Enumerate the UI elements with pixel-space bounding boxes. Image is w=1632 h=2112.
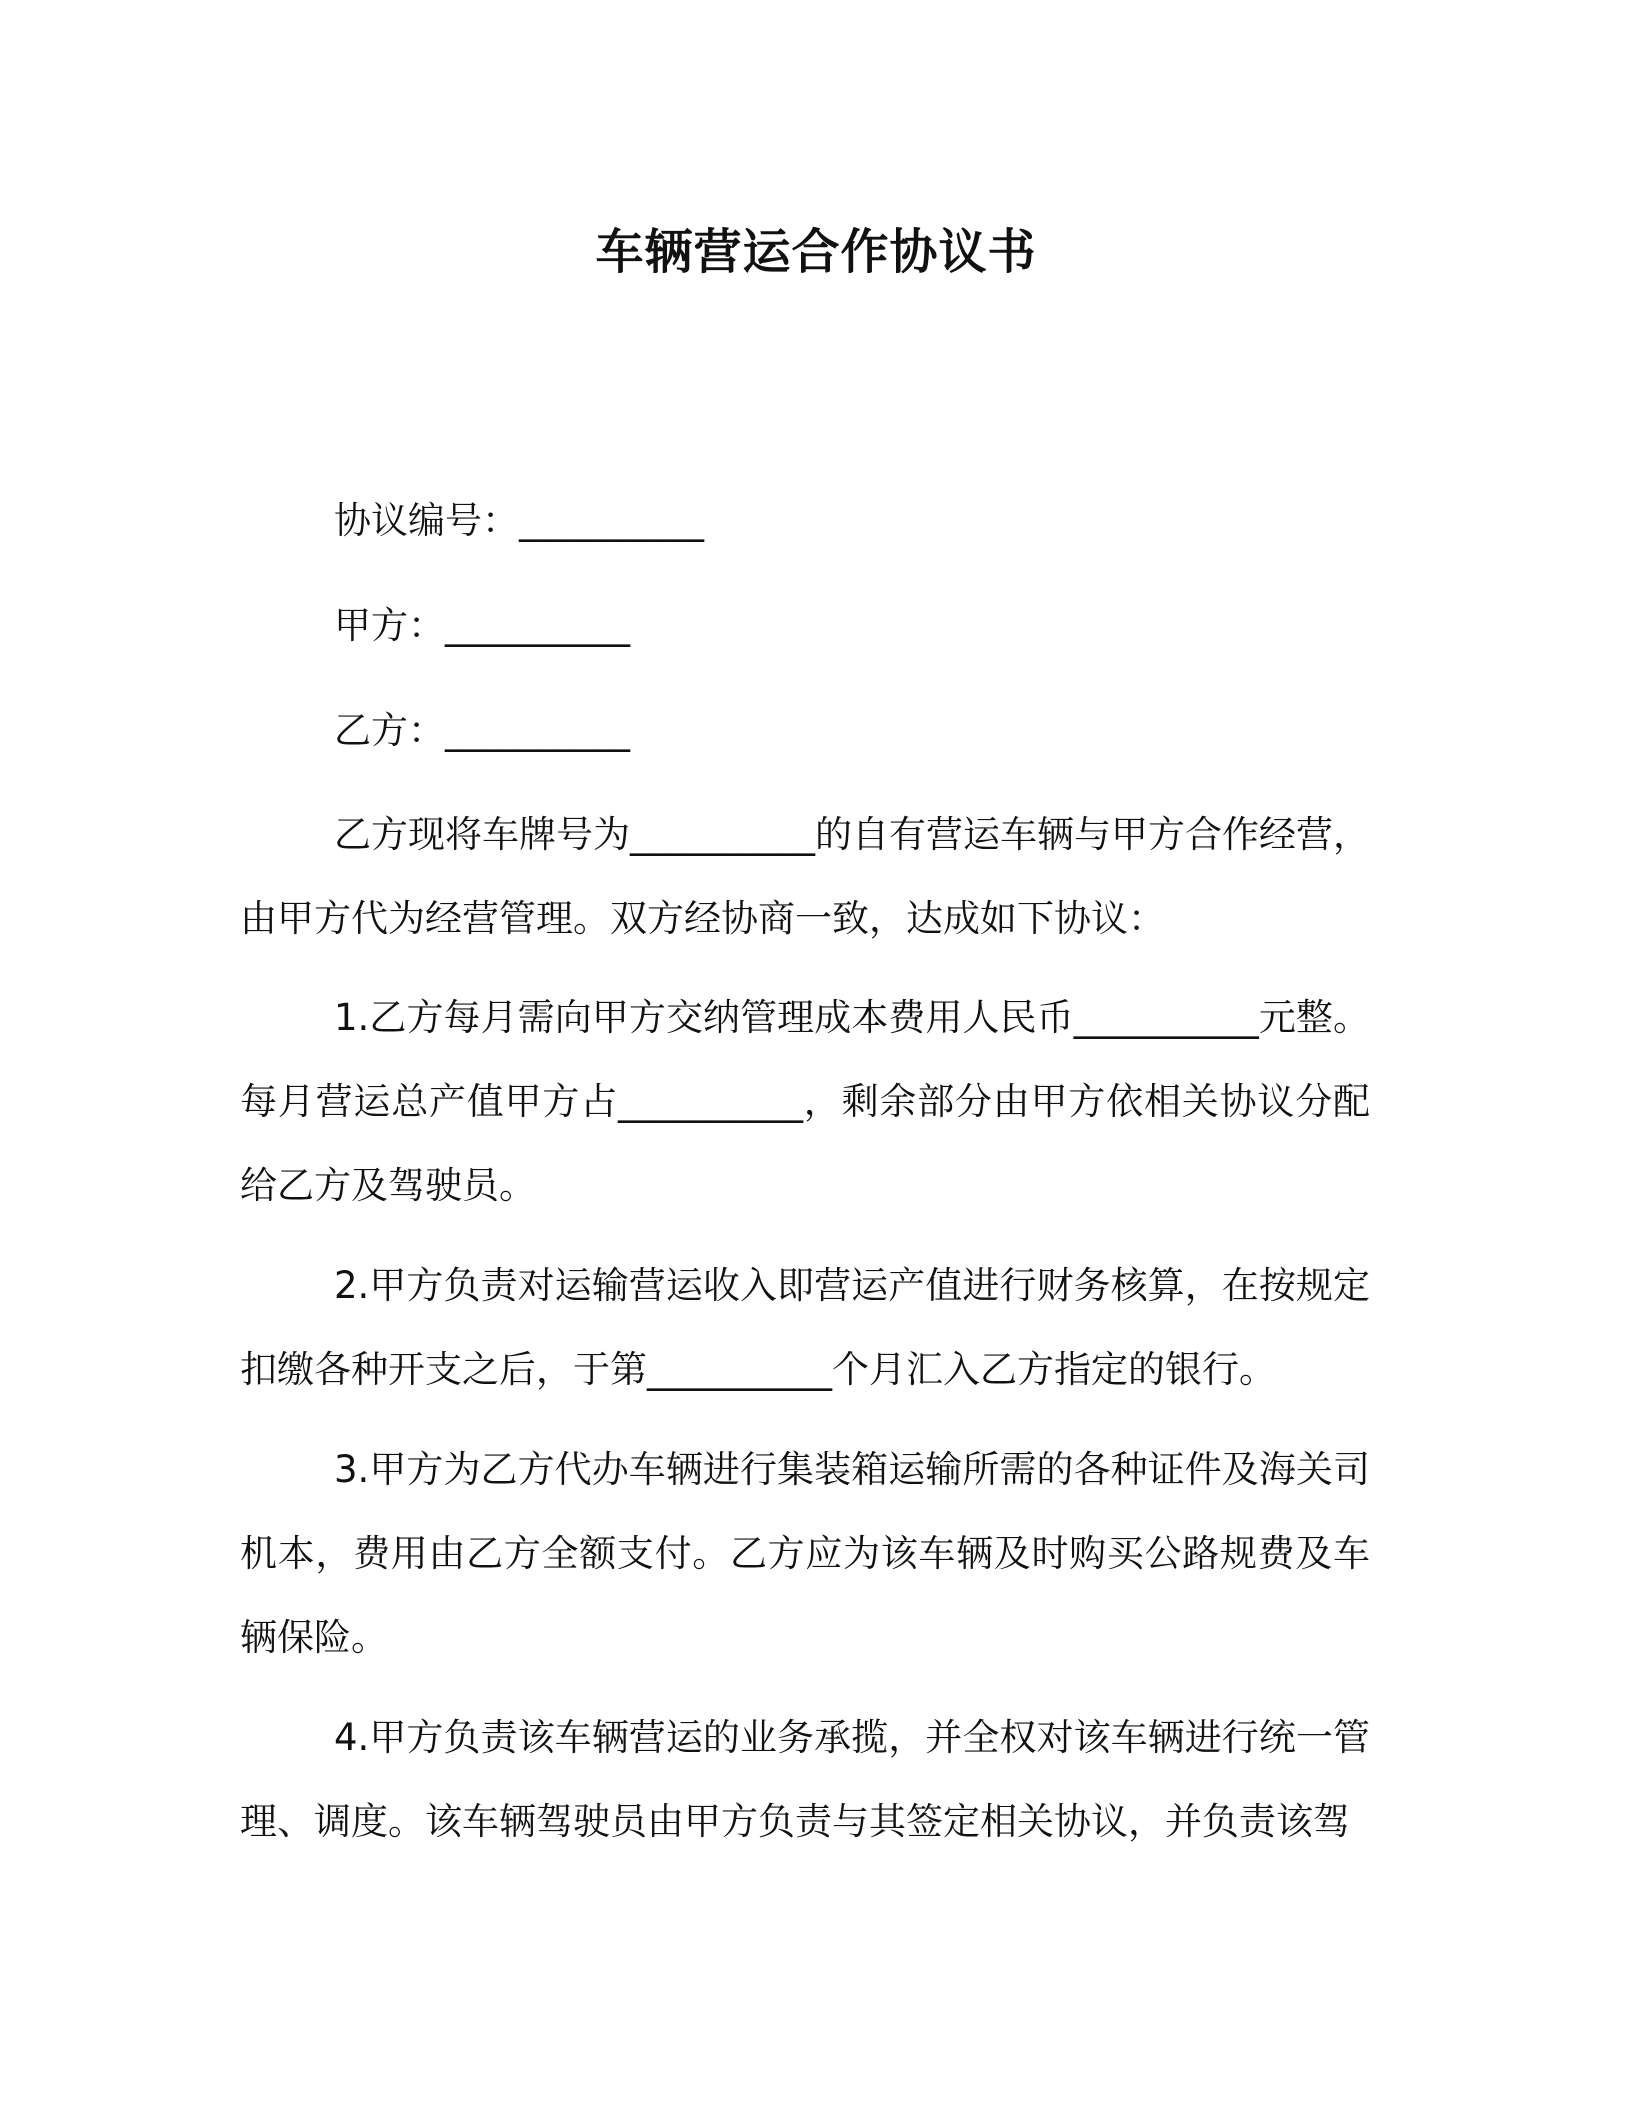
agreement-number-label: 协议编号： bbox=[334, 499, 519, 542]
agreement-number-blank: __________ bbox=[519, 499, 704, 542]
intro-text-2: 的自有营运车辆与甲方合作经营，由甲方代为经营管理。双方经协商一致，达成如下协议： bbox=[240, 813, 1370, 940]
license-plate-blank: __________ bbox=[630, 813, 815, 856]
document-title: 车辆营运合作协议书 bbox=[595, 224, 1037, 280]
clause-1-text-3: ，剩余部分由甲方依相关协议分配给乙方及驾驶员。 bbox=[240, 1080, 1370, 1207]
clause-2-paragraph bbox=[240, 1244, 1370, 1412]
intro-text-1: 乙方现将车牌号为 bbox=[334, 813, 630, 856]
intro-paragraph bbox=[240, 793, 1370, 961]
clause-1-paragraph bbox=[240, 976, 1370, 1228]
party-b-label: 乙方： bbox=[334, 709, 445, 752]
clause-1-text-2: 元整。每月营运总产值甲方占 bbox=[240, 996, 1371, 1123]
party-b-field bbox=[334, 706, 630, 756]
agreement-number-field bbox=[334, 496, 704, 546]
clause-2-text-1: 2.甲方负责对运输营运收入即营运产值进行财务核算，在按规定扣缴各种开支之后，于第 bbox=[240, 1264, 1370, 1391]
clause-1-text-1: 1.乙方每月需向甲方交纳管理成本费用人民币 bbox=[334, 996, 1074, 1039]
month-blank: __________ bbox=[647, 1348, 832, 1391]
party-a-label: 甲方： bbox=[334, 604, 445, 647]
party-a-field bbox=[334, 601, 630, 651]
clause-4-paragraph: 4.甲方负责该车辆营运的业务承揽，并全权对该车辆进行统一管理、调度。该车辆驾驶员由甲方负责与其签定相关协议，并负责该驾 bbox=[240, 1716, 1370, 1843]
clause-2-text-2: 个月汇入乙方指定的银行。 bbox=[832, 1348, 1276, 1391]
party-a-blank: __________ bbox=[445, 604, 630, 647]
clause-3-paragraph: 3.甲方为乙方代办车辆进行集装箱运输所需的各种证件及海关司机本，费用由乙方全额支付。乙方应为该车辆及时购买公路规费及车辆保险。 bbox=[240, 1448, 1370, 1659]
management-fee-blank: __________ bbox=[1073, 996, 1259, 1039]
share-ratio-blank: __________ bbox=[618, 1080, 803, 1123]
party-b-blank: __________ bbox=[445, 709, 630, 752]
